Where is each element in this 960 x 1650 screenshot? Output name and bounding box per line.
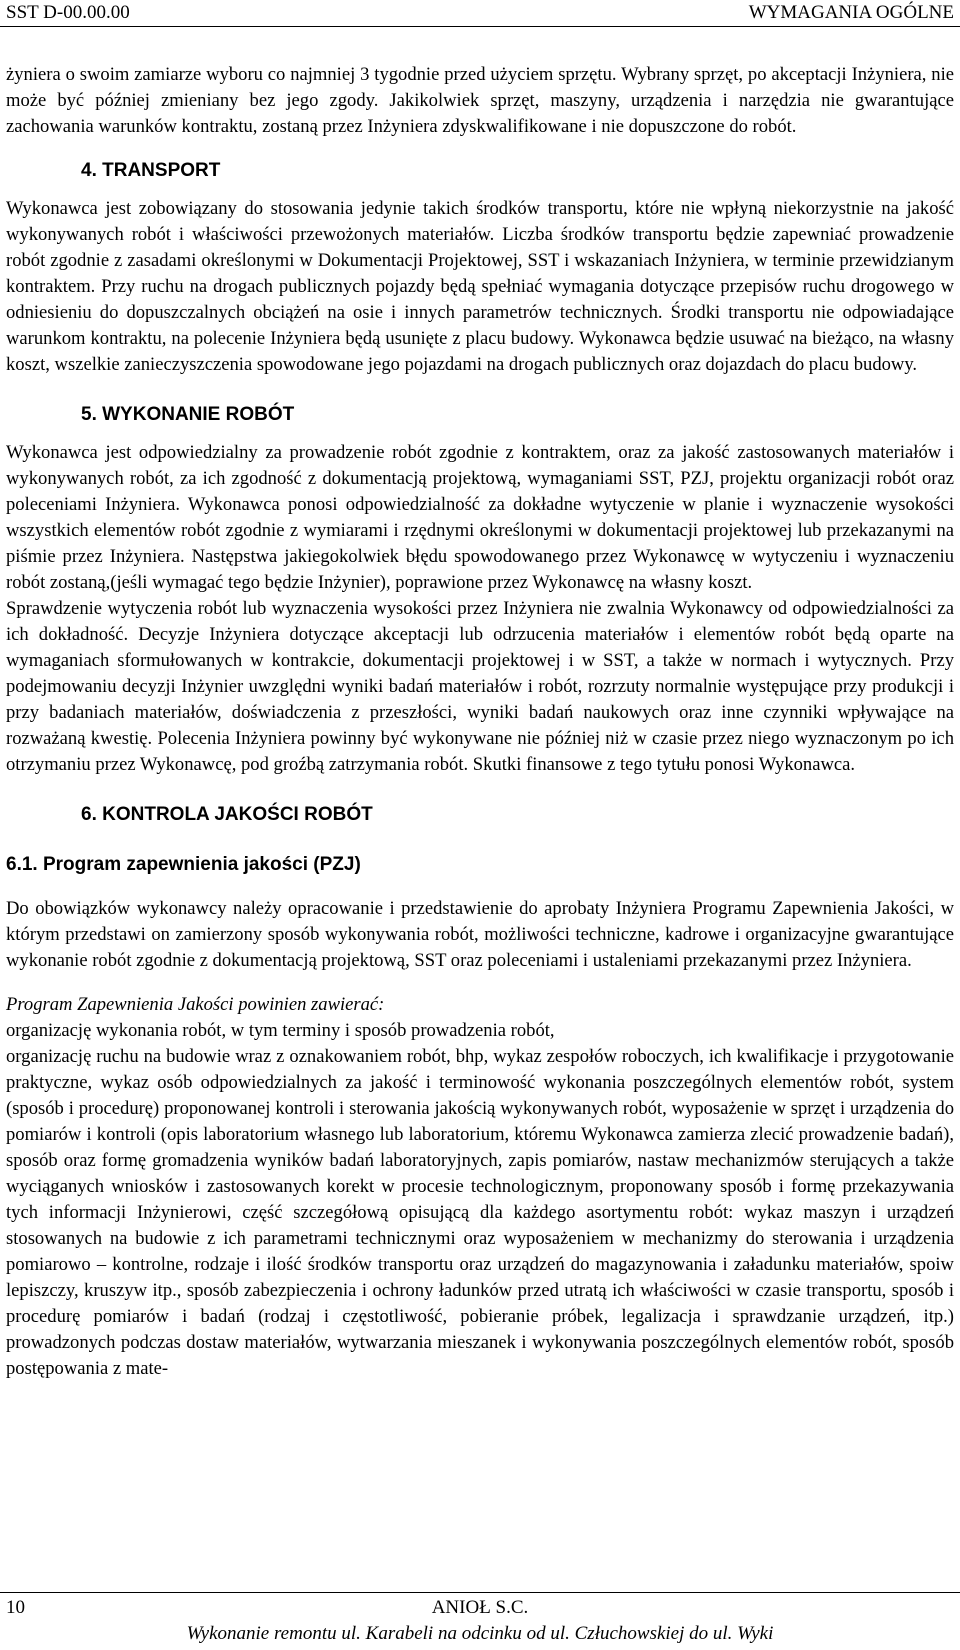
pzj-item-1: organizację wykonania robót, w tym terminy i sposób prowadzenia robót, [6,1020,555,1041]
section-6-heading: 6. KONTROLA JAKOŚCI ROBÓT [81,804,373,825]
section-4-paragraph: Wykonawca jest zobowiązany do stosowania jedynie takich środków transportu, które nie wpłyną niekorzystnie na jakość wykonywanych robót i właściwości przewożonych materiałów. Liczba środków transportu będzie zapewniać prowadzenie robót zgodnie z zasadami określonymi w Dokumentacji Projektowej, SST i wskazaniach Inżyniera, w terminie przewidzianym kontraktem. Przy ruchu na drogach publicznych pojazdy będą spełniać wymagania dotyczące przepisów ruchu drogowego w odniesieniu do dopuszczalnych obciążeń na osie i innych parametrów technicznych. Środki transportu nie odpowiadające warunkom kontraktu, na polecenie Inżyniera będą usunięte z placu budowy. Wykonawca będzie usuwać na bieżąco, na własny koszt, wszelkie zanieczyszczenia spowodowane jego pojazdami na drogach publicznych oraz dojazdach do placu budowy. [6,198,954,375]
section-4-heading: 4. TRANSPORT [81,160,221,181]
section-5-heading: 5. WYKONANIE ROBÓT [81,404,295,425]
section-6-1-paragraph: Do obowiązków wykonawcy należy opracowanie i przedstawienie do aprobaty Inżyniera Programu Zapewnienia Jakości, w którym przedstawi on zamierzony sposób wykonywania robót, możliwości techniczne, kadrowe i organizacyjne gwarantujące wykonanie robót zgodnie z dokumentacją projektową, SST oraz poleceniami i ustaleniami przekazanymi przez Inżyniera. [6,898,954,971]
section-6-1-heading: 6.1. Program zapewnienia jakości (PZJ) [6,854,361,875]
header-document-code: SST D-00.00.00 [6,2,130,23]
intro-paragraph: żyniera o swoim zamiarze wyboru co najmniej 3 tygodnie przed użyciem sprzętu. Wybrany sprzęt, po akceptacji Inżyniera, nie może być później zmieniany bez jego zgody. Jakikolwiek sprzęt, maszyny, urządzenia i narzędzia nie gwarantujące zachowania warunków kontraktu, zostaną przez Inżyniera zdyskwalifikowane i nie dopuszczone do robót. [6,64,954,137]
page-header [0,0,960,27]
section-5-paragraph-1: Wykonawca jest odpowiedzialny za prowadzenie robót zgodnie z kontraktem, oraz za jakość zastosowanych materiałów i wykonywanych robót, za ich zgodność z dokumentacją projektową, wymaganiami SST, PZJ, projektu organizacji robót oraz poleceniami Inżyniera. Wykonawca ponosi odpowiedzialność za dokładne wytyczenie w planie i wyznaczenie wysokości wszystkich elementów robót zgodnie z wymiarami i rzędnymi określonymi w dokumentacji projektowej lub przekazanymi na piśmie przez Inżyniera. Następstwa jakiegokolwiek błędu spowodowanego przez Wykonawcę w wytyczeniu i wyznaczeniu robót zostaną,(jeśli wymagać tego będzie Inżynier), poprawione przez Wykonawcę na własny koszt. [6,442,954,593]
page-number: 10 [6,1597,25,1618]
header-section-title: WYMAGANIA OGÓLNE [748,2,954,23]
footer-company: ANIOŁ S.C. [431,1597,529,1618]
section-5-paragraph-2: Sprawdzenie wytyczenia robót lub wyznaczenia wysokości przez Inżyniera nie zwalnia Wykonawcy od odpowiedzialności za ich dokładność. Decyzje Inżyniera dotyczące akceptacji lub odrzucenia materiałów i elementów robót będą oparte na wymaganiach sformułowanych w kontrakcie, dokumentacji projektowej i w SST, a także w normach i wytycznych. Przy podejmowaniu decyzji Inżynier uwzględni wyniki badań materiałów i robót, rozrzuty normalnie występujące przy produkcji i przy badaniach materiałów, doświadczenia z przeszłości, wyniki badań naukowych oraz inne czynniki wpływające na rozważaną kwestię. Polecenia Inżyniera powinny być wykonywane nie później niż w czasie przez niego wyznaczonym po ich otrzymaniu przez Wykonawcę, pod groźbą zatrzymania robót. Skutki finansowe z tego tytułu ponosi Wykonawca. [6,598,954,775]
page-footer [0,1592,960,1650]
pzj-contents-intro: Program Zapewnienia Jakości powinien zawierać: [6,994,385,1015]
pzj-item-2: organizację ruchu na budowie wraz z oznakowaniem robót, bhp, wykaz zespołów roboczych, ich kwalifikacje i przygotowanie praktyczne, wykaz osób odpowiedzialnych za jakość i terminowość wykonania poszczególnych elementów robót, system (sposób i procedurę) proponowanej kontroli i sterowania jakością wykonywanych robót, wyposażenie w sprzęt i urządzenia do pomiarów i kontroli (opis laboratorium własnego lub laboratorium, któremu Wykonawca zamierza zlecić prowadzenie badań), sposób oraz formę gromadzenia wyników badań laboratoryjnych, zapis pomiarów, nastaw mechanizmów sterujących a także wyciąganych wniosków i zastosowanych korekt w procesie technologicznym, proponowany sposób i formę przekazywania tych informacji Inżynierowi, część szczegółową opisującą dla każdego asortymentu robót: wykaz maszyn i urządzeń stosowanych na budowie z ich parametrami technicznymi oraz wyposażeniem w mechanizmy do sterowania i urządzenia pomiarowo – kontrolne, rodzaje i ilość środków transportu oraz urządzeń do magazynowania i załadunku materiałów, spoiw lepiszczy, kruszyw itp., sposób zabezpieczenia i ochrony ładunków przed utratą ich właściwości w czasie transportu, sposób i procedurę pomiarów i badań (rodzaj i częstotliwość, pobieranie próbek, legalizacja i sprawdzanie urządzeń, itp.) prowadzonych podczas dostaw materiałów, wytwarzania mieszanek i wykonywania poszczególnych elementów robót, sposób postępowania z mate- [6,1046,954,1379]
document-body [6,62,954,1382]
footer-project-title: Wykonanie remontu ul. Karabeli na odcinku od ul. Człuchowskiej do ul. Wyki [186,1623,774,1644]
